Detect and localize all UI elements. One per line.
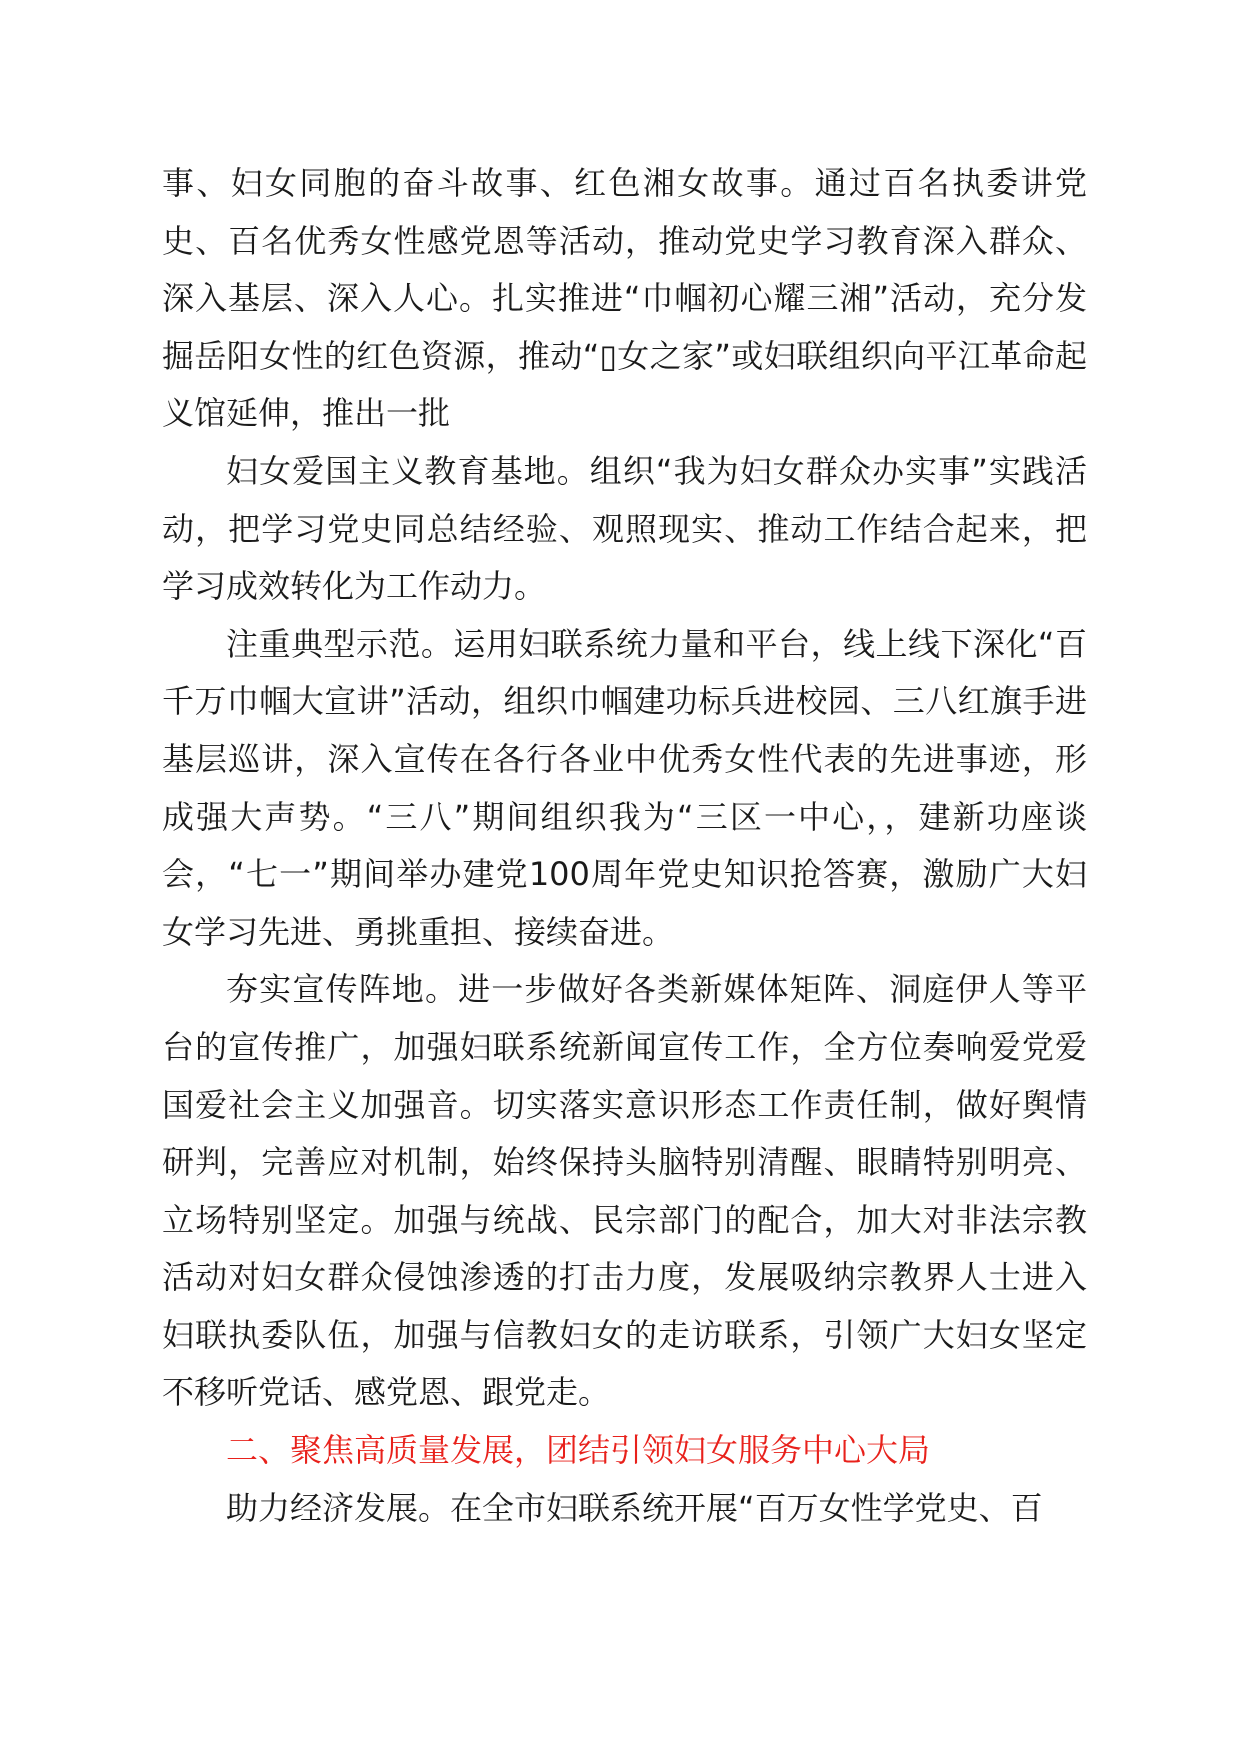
section-heading: 二、聚焦高质量发展，团结引领妇女服务中心大局	[226, 1431, 931, 1470]
paragraph-typical-example: 注重典型示范。运用妇联系统力量和平台，线上线下深化“百千万巾帼大宣讲”活动，组织巾帼建功标兵进校园、三八红旗手进基层巡讲，深入宣传在各行各业中优秀女性代表的先进事迹，形成强大声势。“三八”期间组织我为“三区一中心，，建新功座谈会，“七一”期间举办建党100周年党史知识抢答赛，激励广大妇女学习先进、勇挑重担、接续奋进。	[162, 624, 1087, 951]
body-text	[162, 155, 1087, 1537]
paragraph-publicity-front: 夯实宣传阵地。进一步做好各类新媒体矩阵、洞庭伊人等平台的宣传推广，加强妇联系统新闻宣传工作，全方位奏响爱党爱国爱社会主义加强音。切实落实意识形态工作责任制，做好舆情研判，完善应对机制，始终保持头脑特别清醒、眼睛特别明亮、立场特别坚定。加强与统战、民宗部门的配合，加大对非法宗教活动对妇女群众侵蚀渗透的打击力度，发展吸纳宗教界人士进入妇联执委队伍，加强与信教妇女的走访联系，引领广大妇女坚定不移听党话、感党恩、跟党走。	[162, 970, 1087, 1412]
paragraph-continuation: 事、妇女同胞的奋斗故事、红色湘女故事。通过百名执委讲党史、百名优秀女性感党恩等活动，推动党史学习教育深入群众、深入基层、深入人心。扎实推进“巾帼初心耀三湘”活动，充分发掘岳阳女性的红色资源，推动“▯女之家”或妇联组织向平江革命起义馆延伸，推出一批	[162, 164, 1087, 433]
paragraph-education-base: 妇女爱国主义教育基地。组织“我为妇女群众办实事”实践活动，把学习党史同总结经验、观照现实、推动工作结合起来，把学习成效转化为工作动力。	[162, 451, 1087, 606]
paragraph-economic-development: 助力经济发展。在全市妇联系统开展“百万女性学党史、百	[226, 1488, 1043, 1527]
